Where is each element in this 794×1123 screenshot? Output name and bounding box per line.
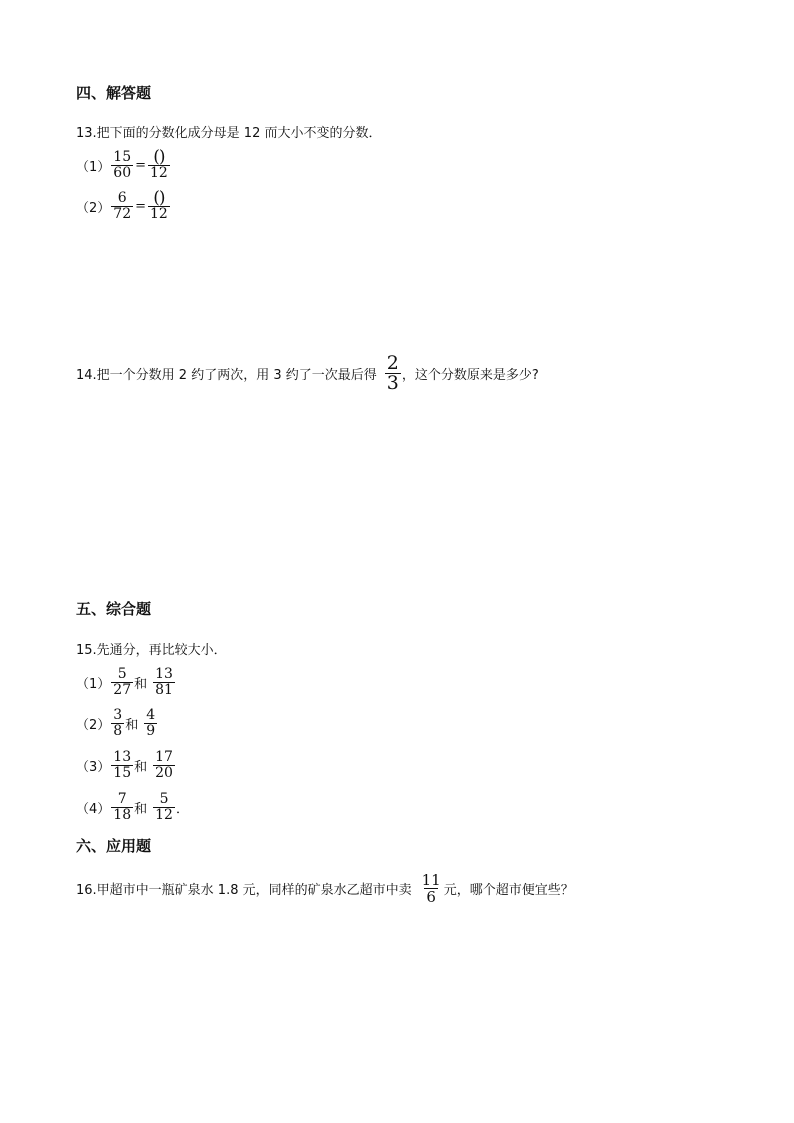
connector-text: 和 [134,677,148,692]
connector-text: 和 [125,718,139,733]
fraction-b [153,667,175,698]
question-13-item-1 [76,147,171,181]
denominator: 60 [113,165,132,181]
item-label: （4） [76,802,111,817]
denominator: 8 [113,723,123,739]
section-4-heading: 四、解答题 [76,84,152,102]
numerator: 17 [155,749,173,765]
fraction-a [111,750,133,781]
numerator: 2 [386,352,399,374]
section-6-heading: 六、应用题 [76,837,152,855]
numerator: 5 [117,666,127,682]
denominator: 9 [146,723,156,739]
denominator: 20 [155,765,173,781]
item-label: （1） [76,677,111,692]
connector-text: 和 [134,760,148,775]
question-15-item-4 [76,792,189,823]
denominator: 12 [150,165,168,181]
fraction [385,354,401,393]
answer-blank: () [153,188,165,208]
numerator: 5 [159,791,169,807]
question-16-text: 16.甲超市中一瓶矿泉水 1.8 元，同样的矿泉水乙超市中卖 [76,883,412,898]
denominator: 15 [113,765,132,781]
item-label: （2） [76,201,111,216]
item-end: ． [175,802,189,817]
answer-fraction [148,188,170,222]
numerator: 7 [117,791,127,807]
denominator: 12 [150,206,168,222]
numerator: 15 [113,149,132,165]
question-15-text: 15.先通分，再比较大小． [76,643,227,658]
equals-sign: = [135,199,147,214]
question-15-item-3 [76,750,176,781]
denominator: 27 [113,682,132,698]
item-label: （3） [76,760,111,775]
question-13-text: 13.把下面的分数化成分母是 12 而大小不变的分数． [76,126,382,141]
item-label: （2） [76,718,111,733]
denominator: 18 [113,807,132,823]
section-5-heading: 五、综合题 [76,600,152,618]
question-14 [76,354,539,393]
numerator: 3 [113,707,123,723]
fraction-b [153,750,175,781]
fraction [111,150,133,181]
numerator: 13 [113,749,132,765]
denominator: 6 [426,888,436,906]
connector-text: 和 [134,802,148,817]
fraction [111,191,133,222]
question-16-text-end: 元，哪个超市便宜些？ [443,883,574,898]
denominator: 12 [155,807,173,823]
denominator: 3 [386,372,399,394]
question-16 [76,872,574,905]
question-14-text-end: ，这个分数原来是多少? [401,368,539,383]
fraction-b [144,708,157,739]
fraction-a [111,792,133,823]
question-15-item-2 [76,708,158,739]
fraction-a [111,667,133,698]
item-label: （1） [76,160,111,175]
fraction [420,872,443,905]
numerator: 4 [146,707,156,723]
question-13-item-2 [76,188,171,222]
numerator: 6 [117,190,127,206]
equals-sign: = [135,158,147,173]
denominator: 81 [155,682,173,698]
question-14-text: 14.把一个分数用 2 约了两次，用 3 约了一次最后得 [76,368,377,383]
fraction-a [111,708,124,739]
answer-blank: () [153,147,165,167]
numerator: 13 [155,666,173,682]
fraction-b [153,792,175,823]
answer-fraction [148,147,170,181]
question-15-item-1 [76,667,176,698]
denominator: 72 [113,206,132,222]
numerator: 11 [421,871,441,889]
